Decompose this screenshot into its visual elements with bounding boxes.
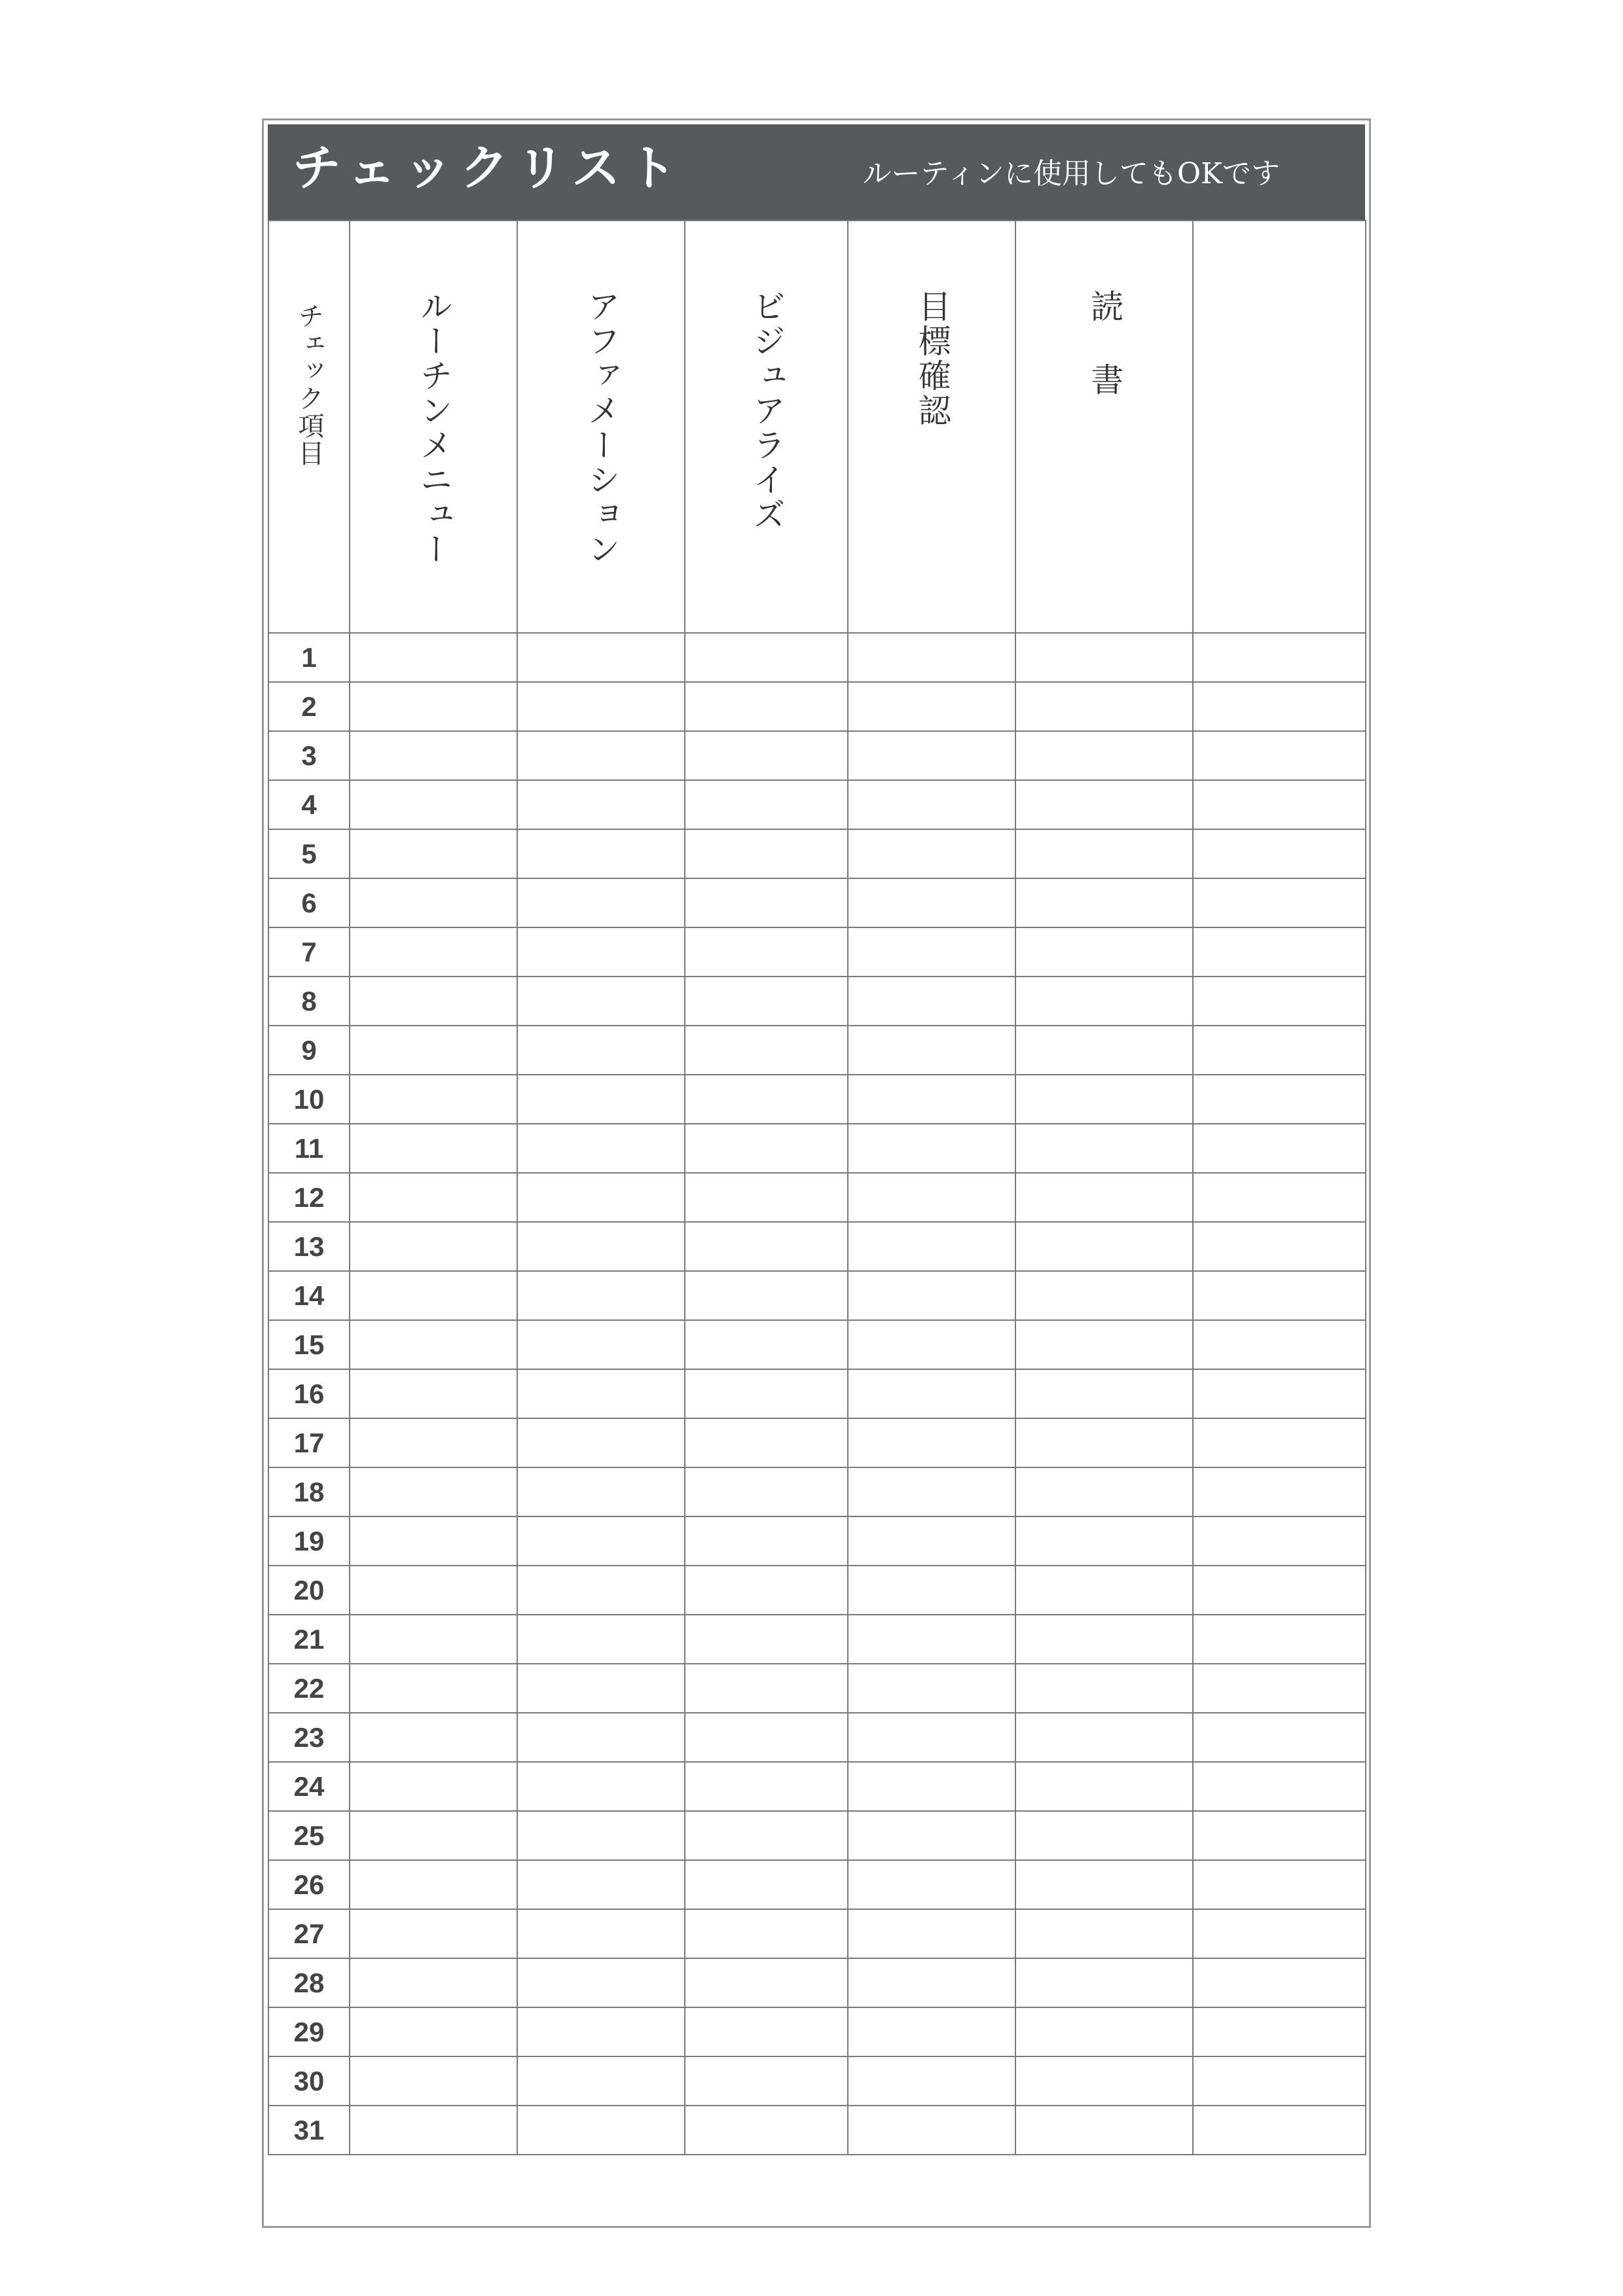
check-cell[interactable] xyxy=(1015,1958,1193,2007)
check-cell[interactable] xyxy=(1193,682,1366,731)
check-cell[interactable] xyxy=(1015,1320,1193,1369)
check-cell[interactable] xyxy=(685,1026,848,1075)
check-cell[interactable] xyxy=(1015,1566,1193,1615)
check-cell[interactable] xyxy=(517,1467,685,1516)
check-cell[interactable] xyxy=(517,1909,685,1958)
check-cell[interactable] xyxy=(350,1664,517,1713)
column-header-goal-check xyxy=(848,221,1015,633)
check-cell[interactable] xyxy=(848,1860,1015,1909)
check-cell[interactable] xyxy=(350,731,517,780)
day-number: 10 xyxy=(268,1075,350,1124)
table-row xyxy=(268,878,1366,927)
table-row xyxy=(268,1516,1366,1566)
check-cell[interactable] xyxy=(350,927,517,977)
checklist-sheet xyxy=(262,118,1371,2228)
check-cell[interactable] xyxy=(1193,1811,1366,1860)
day-number: 11 xyxy=(268,1124,350,1173)
check-cell[interactable] xyxy=(848,682,1015,731)
table-row xyxy=(268,1860,1366,1909)
check-cell[interactable] xyxy=(517,1713,685,1762)
check-cell[interactable] xyxy=(1015,1271,1193,1320)
check-cell[interactable] xyxy=(1193,1418,1366,1467)
check-cell[interactable] xyxy=(1193,1026,1366,1075)
table-row xyxy=(268,1222,1366,1271)
item-header-label: チェック項目 xyxy=(294,302,324,467)
check-cell[interactable] xyxy=(685,780,848,829)
day-number: 9 xyxy=(268,1026,350,1075)
check-cell[interactable] xyxy=(685,1418,848,1467)
check-cell[interactable] xyxy=(1193,1075,1366,1124)
column-header-blank[interactable] xyxy=(1193,221,1366,633)
column-label: 目標確認 xyxy=(913,289,951,428)
check-cell[interactable] xyxy=(350,633,517,682)
day-number: 27 xyxy=(268,1909,350,1958)
check-cell[interactable] xyxy=(517,927,685,977)
day-number: 14 xyxy=(268,1271,350,1320)
column-header-routine xyxy=(350,221,517,633)
day-number: 31 xyxy=(268,2106,350,2155)
check-cell[interactable] xyxy=(1015,829,1193,878)
check-cell[interactable] xyxy=(517,977,685,1026)
check-cell[interactable] xyxy=(848,1713,1015,1762)
table-row xyxy=(268,633,1366,682)
day-number: 7 xyxy=(268,927,350,977)
check-cell[interactable] xyxy=(848,927,1015,977)
day-number: 13 xyxy=(268,1222,350,1271)
check-cell[interactable] xyxy=(517,1664,685,1713)
page-title: チェックリスト xyxy=(293,140,685,196)
check-cell[interactable] xyxy=(685,1467,848,1516)
check-cell[interactable] xyxy=(1015,1516,1193,1566)
table-row xyxy=(268,1566,1366,1615)
check-cell[interactable] xyxy=(685,2056,848,2106)
check-cell[interactable] xyxy=(1015,2106,1193,2155)
check-cell[interactable] xyxy=(1193,1222,1366,1271)
check-cell[interactable] xyxy=(350,780,517,829)
table-row xyxy=(268,1418,1366,1467)
check-cell[interactable] xyxy=(1015,1075,1193,1124)
check-cell[interactable] xyxy=(1015,780,1193,829)
day-number: 8 xyxy=(268,977,350,1026)
day-number: 6 xyxy=(268,878,350,927)
day-number: 19 xyxy=(268,1516,350,1566)
check-cell[interactable] xyxy=(1015,633,1193,682)
day-number: 28 xyxy=(268,1958,350,2007)
check-cell[interactable] xyxy=(848,1271,1015,1320)
check-cell[interactable] xyxy=(685,1222,848,1271)
check-cell[interactable] xyxy=(517,1958,685,2007)
check-cell[interactable] xyxy=(350,1467,517,1516)
table-row xyxy=(268,1075,1366,1124)
day-number: 25 xyxy=(268,1811,350,1860)
table-row xyxy=(268,1909,1366,1958)
table-row xyxy=(268,1664,1366,1713)
check-cell[interactable] xyxy=(685,1566,848,1615)
check-cell[interactable] xyxy=(848,1615,1015,1664)
check-cell[interactable] xyxy=(517,1566,685,1615)
check-cell[interactable] xyxy=(1193,927,1366,977)
check-cell[interactable] xyxy=(1193,1124,1366,1173)
check-cell[interactable] xyxy=(517,878,685,927)
day-number: 4 xyxy=(268,780,350,829)
table-row xyxy=(268,682,1366,731)
day-number: 2 xyxy=(268,682,350,731)
check-cell[interactable] xyxy=(517,1615,685,1664)
check-cell[interactable] xyxy=(848,1566,1015,1615)
table-row xyxy=(268,2106,1366,2155)
table-row xyxy=(268,1958,1366,2007)
day-number: 29 xyxy=(268,2007,350,2056)
check-cell[interactable] xyxy=(848,1467,1015,1516)
check-cell[interactable] xyxy=(685,1860,848,1909)
check-cell[interactable] xyxy=(685,731,848,780)
day-number: 24 xyxy=(268,1762,350,1811)
check-cell[interactable] xyxy=(350,1418,517,1467)
check-cell[interactable] xyxy=(350,2056,517,2106)
check-cell[interactable] xyxy=(350,1271,517,1320)
check-cell[interactable] xyxy=(848,1075,1015,1124)
check-cell[interactable] xyxy=(848,2007,1015,2056)
check-cell[interactable] xyxy=(1193,1615,1366,1664)
check-cell[interactable] xyxy=(848,1173,1015,1222)
check-cell[interactable] xyxy=(848,1516,1015,1566)
day-number: 1 xyxy=(268,633,350,682)
table-row xyxy=(268,2056,1366,2106)
check-cell[interactable] xyxy=(350,1860,517,1909)
check-cell[interactable] xyxy=(1193,1713,1366,1762)
check-cell[interactable] xyxy=(1015,1222,1193,1271)
check-cell[interactable] xyxy=(350,1369,517,1418)
check-cell[interactable] xyxy=(848,1026,1015,1075)
check-cell[interactable] xyxy=(848,1222,1015,1271)
check-cell[interactable] xyxy=(848,1664,1015,1713)
check-cell[interactable] xyxy=(517,780,685,829)
check-cell[interactable] xyxy=(517,1860,685,1909)
check-cell[interactable] xyxy=(1015,1615,1193,1664)
table-row xyxy=(268,1467,1366,1516)
check-cell[interactable] xyxy=(848,1418,1015,1467)
check-cell[interactable] xyxy=(1193,731,1366,780)
check-cell[interactable] xyxy=(1015,1811,1193,1860)
check-cell[interactable] xyxy=(517,1124,685,1173)
check-cell[interactable] xyxy=(1015,2056,1193,2106)
table-row xyxy=(268,1173,1366,1222)
check-cell[interactable] xyxy=(517,1369,685,1418)
header-row xyxy=(268,221,1366,633)
check-cell[interactable] xyxy=(685,1173,848,1222)
check-cell[interactable] xyxy=(1193,1516,1366,1566)
checklist-table xyxy=(268,220,1366,2155)
table-row xyxy=(268,2007,1366,2056)
table-row xyxy=(268,731,1366,780)
check-cell[interactable] xyxy=(350,1320,517,1369)
check-cell[interactable] xyxy=(1015,2007,1193,2056)
check-cell[interactable] xyxy=(517,1762,685,1811)
check-cell[interactable] xyxy=(848,2106,1015,2155)
check-cell[interactable] xyxy=(1015,1418,1193,1467)
day-number: 3 xyxy=(268,731,350,780)
check-cell[interactable] xyxy=(350,1811,517,1860)
check-cell[interactable] xyxy=(517,1222,685,1271)
check-cell[interactable] xyxy=(350,878,517,927)
check-cell[interactable] xyxy=(1193,1762,1366,1811)
check-cell[interactable] xyxy=(848,977,1015,1026)
check-cell[interactable] xyxy=(1015,878,1193,927)
check-cell[interactable] xyxy=(1193,977,1366,1026)
column-label: ビジュアライズ xyxy=(748,289,786,532)
check-cell[interactable] xyxy=(1015,1369,1193,1418)
check-cell[interactable] xyxy=(350,1075,517,1124)
day-number: 26 xyxy=(268,1860,350,1909)
check-cell[interactable] xyxy=(1015,731,1193,780)
check-cell[interactable] xyxy=(685,1124,848,1173)
check-cell[interactable] xyxy=(1015,1909,1193,1958)
check-cell[interactable] xyxy=(1015,1026,1193,1075)
check-cell[interactable] xyxy=(350,2007,517,2056)
check-cell[interactable] xyxy=(1193,1860,1366,1909)
page-subtitle: ルーティンに使用してもOKです xyxy=(862,157,1280,190)
column-header-visualize xyxy=(685,221,848,633)
check-cell[interactable] xyxy=(350,829,517,878)
check-cell[interactable] xyxy=(1193,1271,1366,1320)
check-cell[interactable] xyxy=(685,2007,848,2056)
check-cell[interactable] xyxy=(848,878,1015,927)
day-number: 16 xyxy=(268,1369,350,1418)
day-number: 18 xyxy=(268,1467,350,1516)
check-cell[interactable] xyxy=(350,1762,517,1811)
day-number: 30 xyxy=(268,2056,350,2106)
check-cell[interactable] xyxy=(517,2056,685,2106)
check-cell[interactable] xyxy=(1015,1173,1193,1222)
check-cell[interactable] xyxy=(1193,1369,1366,1418)
check-cell[interactable] xyxy=(350,1909,517,1958)
table-row xyxy=(268,977,1366,1026)
check-cell[interactable] xyxy=(848,1909,1015,1958)
column-header-reading xyxy=(1015,221,1193,633)
column-label: ルーチンメニュー xyxy=(414,289,453,567)
check-cell[interactable] xyxy=(350,1026,517,1075)
check-cell[interactable] xyxy=(848,633,1015,682)
check-cell[interactable] xyxy=(1015,927,1193,977)
check-cell[interactable] xyxy=(1015,1467,1193,1516)
table-row xyxy=(268,1713,1366,1762)
check-cell[interactable] xyxy=(1015,977,1193,1026)
check-cell[interactable] xyxy=(685,829,848,878)
check-cell[interactable] xyxy=(350,2106,517,2155)
table-row xyxy=(268,1124,1366,1173)
check-cell[interactable] xyxy=(685,878,848,927)
check-cell[interactable] xyxy=(685,1762,848,1811)
check-cell[interactable] xyxy=(350,1516,517,1566)
check-cell[interactable] xyxy=(1193,829,1366,878)
check-cell[interactable] xyxy=(517,829,685,878)
check-cell[interactable] xyxy=(1015,1664,1193,1713)
item-header-cell xyxy=(268,221,350,633)
check-cell[interactable] xyxy=(848,1762,1015,1811)
check-cell[interactable] xyxy=(685,1909,848,1958)
check-cell[interactable] xyxy=(685,1516,848,1566)
check-cell[interactable] xyxy=(350,977,517,1026)
check-cell[interactable] xyxy=(685,1615,848,1664)
check-cell[interactable] xyxy=(685,1958,848,2007)
check-cell[interactable] xyxy=(517,1811,685,1860)
check-cell[interactable] xyxy=(685,1811,848,1860)
check-cell[interactable] xyxy=(517,1075,685,1124)
table-row xyxy=(268,1811,1366,1860)
check-cell[interactable] xyxy=(1193,1664,1366,1713)
check-cell[interactable] xyxy=(517,1026,685,1075)
check-cell[interactable] xyxy=(685,2106,848,2155)
check-cell[interactable] xyxy=(1193,1909,1366,1958)
table-row xyxy=(268,927,1366,977)
check-cell[interactable] xyxy=(848,731,1015,780)
check-cell[interactable] xyxy=(517,633,685,682)
check-cell[interactable] xyxy=(350,682,517,731)
table-row xyxy=(268,1369,1366,1418)
check-cell[interactable] xyxy=(1193,878,1366,927)
check-cell[interactable] xyxy=(1193,1566,1366,1615)
check-cell[interactable] xyxy=(1015,1124,1193,1173)
day-number: 21 xyxy=(268,1615,350,1664)
check-cell[interactable] xyxy=(350,1124,517,1173)
check-cell[interactable] xyxy=(685,682,848,731)
day-number: 15 xyxy=(268,1320,350,1369)
table-row xyxy=(268,780,1366,829)
check-cell[interactable] xyxy=(685,977,848,1026)
check-cell[interactable] xyxy=(848,1124,1015,1173)
day-number: 20 xyxy=(268,1566,350,1615)
check-cell[interactable] xyxy=(517,2106,685,2155)
check-cell[interactable] xyxy=(1193,2056,1366,2106)
check-cell[interactable] xyxy=(1193,2106,1366,2155)
check-cell[interactable] xyxy=(1015,1762,1193,1811)
check-cell[interactable] xyxy=(517,682,685,731)
table-row xyxy=(268,1320,1366,1369)
check-cell[interactable] xyxy=(1015,1860,1193,1909)
check-cell[interactable] xyxy=(848,1811,1015,1860)
check-cell[interactable] xyxy=(1193,2007,1366,2056)
table-row xyxy=(268,1271,1366,1320)
day-number: 17 xyxy=(268,1418,350,1467)
check-cell[interactable] xyxy=(517,1173,685,1222)
check-cell[interactable] xyxy=(848,829,1015,878)
check-cell[interactable] xyxy=(517,1320,685,1369)
check-cell[interactable] xyxy=(350,1958,517,2007)
check-cell[interactable] xyxy=(848,1958,1015,2007)
column-label: 読書 xyxy=(1085,289,1124,436)
check-cell[interactable] xyxy=(685,633,848,682)
day-number: 12 xyxy=(268,1173,350,1222)
check-cell[interactable] xyxy=(1015,682,1193,731)
check-cell[interactable] xyxy=(350,1222,517,1271)
table-row xyxy=(268,1026,1366,1075)
check-cell[interactable] xyxy=(517,2007,685,2056)
day-number: 23 xyxy=(268,1713,350,1762)
check-cell[interactable] xyxy=(517,731,685,780)
day-number: 22 xyxy=(268,1664,350,1713)
check-cell[interactable] xyxy=(685,927,848,977)
check-cell[interactable] xyxy=(848,780,1015,829)
check-cell[interactable] xyxy=(350,1713,517,1762)
check-cell[interactable] xyxy=(1193,1467,1366,1516)
day-number: 5 xyxy=(268,829,350,878)
check-cell[interactable] xyxy=(685,1369,848,1418)
column-header-affirmation xyxy=(517,221,685,633)
check-cell[interactable] xyxy=(350,1566,517,1615)
check-cell[interactable] xyxy=(685,1664,848,1713)
check-cell[interactable] xyxy=(848,1320,1015,1369)
check-cell[interactable] xyxy=(350,1615,517,1664)
check-cell[interactable] xyxy=(1193,1173,1366,1222)
check-cell[interactable] xyxy=(685,1320,848,1369)
check-cell[interactable] xyxy=(517,1271,685,1320)
check-cell[interactable] xyxy=(517,1516,685,1566)
check-cell[interactable] xyxy=(685,1075,848,1124)
check-cell[interactable] xyxy=(848,1369,1015,1418)
check-cell[interactable] xyxy=(685,1271,848,1320)
check-cell[interactable] xyxy=(1015,1713,1193,1762)
check-cell[interactable] xyxy=(685,1713,848,1762)
check-cell[interactable] xyxy=(350,1173,517,1222)
table-row xyxy=(268,829,1366,878)
check-cell[interactable] xyxy=(848,2056,1015,2106)
check-cell[interactable] xyxy=(1193,1320,1366,1369)
table-row xyxy=(268,1615,1366,1664)
check-cell[interactable] xyxy=(1193,633,1366,682)
title-bar xyxy=(268,124,1365,220)
table-row xyxy=(268,1762,1366,1811)
check-cell[interactable] xyxy=(517,1418,685,1467)
column-label: アファメーション xyxy=(582,289,621,567)
check-cell[interactable] xyxy=(1193,1958,1366,2007)
check-cell[interactable] xyxy=(1193,780,1366,829)
